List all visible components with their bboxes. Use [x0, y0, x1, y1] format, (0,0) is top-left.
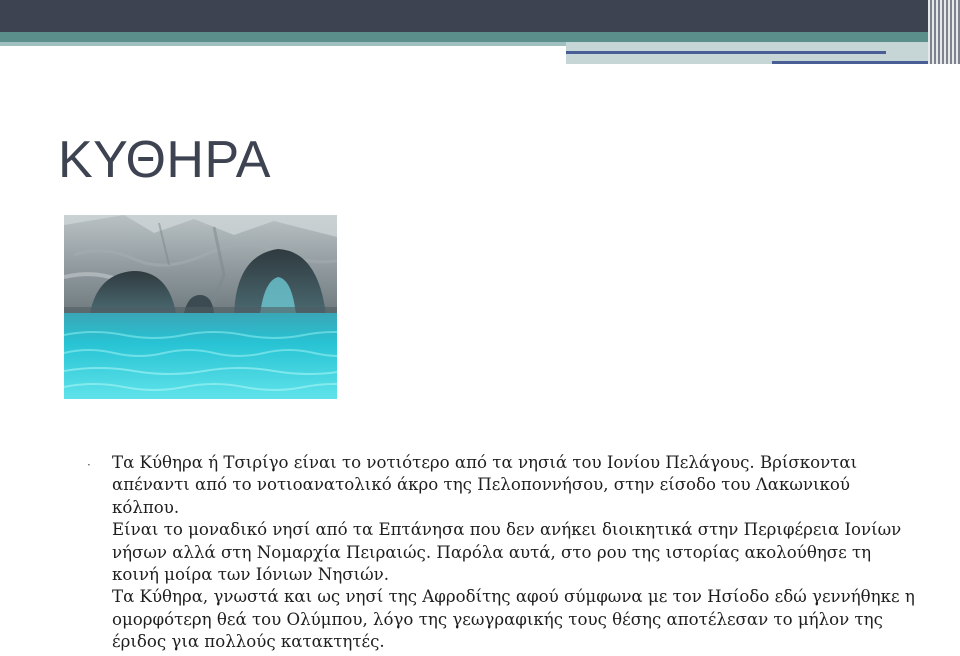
header-stripes	[928, 0, 960, 64]
header-accent-line-1	[566, 51, 886, 54]
header-band-teal-light	[0, 42, 566, 46]
slide-body-text	[112, 452, 922, 654]
sea-cave-photo	[64, 215, 337, 399]
slide-title: ΚΥΘΗΡΑ	[58, 131, 271, 189]
header-accent-line-2	[772, 61, 940, 64]
header-band-teal	[0, 32, 960, 42]
bullet-icon: ·	[87, 458, 91, 472]
body-paragraph-2: Είναι το μοναδικό νησί από τα Επτάνησα που δεν ανήκει διοικητικά στην Περιφέρεια Ιονίων νήσων αλλά στη Νομαρχία Πειραιώς. Παρόλα αυτά, στο ρου της ιστορίας ακολούθησε τη κοινή μοίρα των Ιόνιων Νησιών.	[112, 520, 902, 585]
body-paragraph-3: Τα Κύθηρα, γνωστά και ως νησί της Αφροδίτης αφού σύμφωνα με τον Ησίοδο εδώ γεννήθηκε η ομορφότερη θεά του Ολύμπου, λόγο της γεωγραφικής τους θέσης αποτέλεσαν το μήλον της έριδος για πολλούς κατακτητές.	[112, 587, 915, 652]
header-band-dark	[0, 0, 960, 32]
body-paragraph-1: Τα Κύθηρα ή Τσιρίγο είναι το νοτιότερο από τα νησιά του Ιονίου Πελάγους. Βρίσκονται απέναντι από το νοτιοανατολικό άκρο της Πελοποννήσου, στην είσοδο του Λακωνικού κόλπου.	[112, 453, 858, 517]
